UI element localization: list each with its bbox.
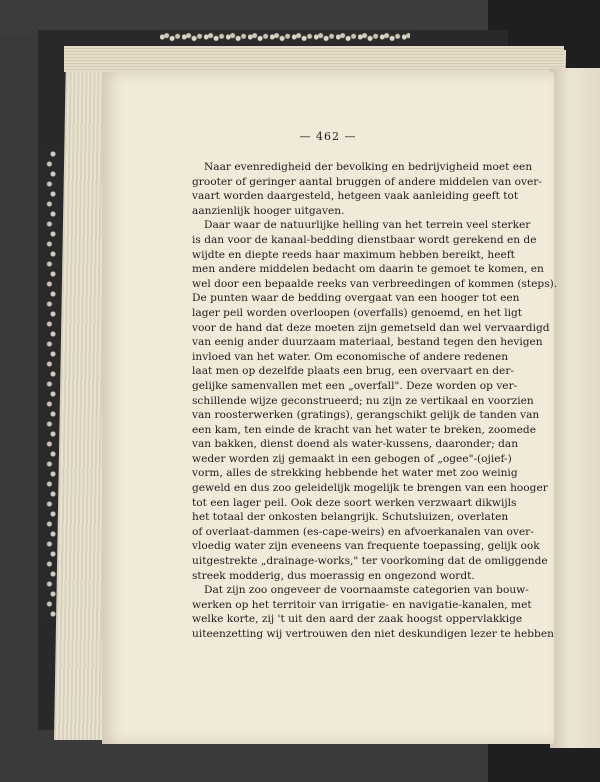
text-line: Naar evenredigheid der bevolking en bedrijvigheid moet een [204,161,533,173]
text-line: laat men op dezelfde plaats een brug, een overvaart en der- [192,365,514,378]
text-line: welke korte, zij 't uit den aard der zaak hoogst oppervlakkige [192,613,523,626]
text-line: grooter of geringer aantal bruggen of andere middelen van over- [192,175,542,188]
text-line: men andere middelen bedacht om daarin te gemoet te komen, en [192,263,544,276]
text-line: het totaal der onkosten belangrijk. Schutsluizen, overlaten [192,511,509,524]
text-line: uiteenzetting wij vertrouwen den niet deskundigen lezer te hebben [192,628,554,640]
text-line: of overlaat-dammen (es-cape-weirs) en afvoerkanalen van over- [192,525,534,538]
text-line: vloedig water zijn eveneens van frequente toepassing, gelijk ook [192,540,540,553]
text-line: gelijke samenvallen met een „overfall". Deze worden op ver- [192,379,518,392]
text-line: De punten waar de bedding overgaat van een hooger tot een [192,292,520,305]
page-text [192,160,558,642]
text-line: uitgestrekte „drainage-works," ter voorkoming dat de omliggende [192,555,548,568]
marbled-cover-top [160,30,410,44]
text-line: van bakken, dienst doend als water-kussens, daaronder; dan [192,438,519,451]
text-line: werken op het territoir van irrigatie- en navigatie-kanalen, met [192,598,532,611]
text-line: streek modderig, dus moerassig en ongezond wordt. [192,569,475,582]
text-line: Dat zijn zoo ongeveer de voornaamste categorien van bouw- [204,584,529,597]
text-line: wijdte en diepte reeds haar maximum hebben bereikt, heeft [192,248,515,261]
text-line: wel door een bepaalde reeks van verbreedingen of kommen (steps). [192,277,558,290]
text-line: Daar waar de natuurlijke helling van het terrein veel sterker [204,219,531,232]
text-line: weder worden zij gemaakt in een gebogen of „ogee"-(ojief-) [192,452,512,465]
text-line: geweld en dus zoo geleidelijk mogelijk te brengen van een hooger [192,482,548,495]
page-number: — 462 — [299,130,357,143]
text-line: invloed van het water. Om economische of andere redenen [192,350,509,363]
text-line: van roosterwerken (gratings), gerangschikt gelijk de tanden van [192,409,540,422]
text-line: vaart worden daargesteld, hetgeen vaak aanleiding geeft tot [192,190,519,203]
text-line: van eenig ander duurzaam materiaal, bestand tegen den hevigen [192,336,543,349]
text-line: tot een lager peil. Ook deze soort werken verzwaart dikwijls [192,496,517,509]
text-line: aanzienlijk hooger uitgaven. [192,204,345,217]
text-line: vorm, alles de strekking hebbende het water met zoo weinig [192,467,518,480]
page-stack-top [64,46,564,72]
text-line: lager peil worden overloopen (overfalls) genoemd, en het ligt [192,306,523,319]
facing-page-edge [550,68,600,748]
text-line: schillende wijze geconstrueerd; nu zijn ze vertikaal en voorzien [192,394,534,407]
text-line: een kam, ten einde de kracht van het water te breken, zoomede [192,423,536,436]
text-line: is dan voor de kanaal-bedding dienstbaar wordt gerekend en de [192,233,537,246]
text-line: voor de hand dat deze moeten zijn gemetseld dan wel vervaardigd [192,321,550,334]
book-page [102,72,558,744]
